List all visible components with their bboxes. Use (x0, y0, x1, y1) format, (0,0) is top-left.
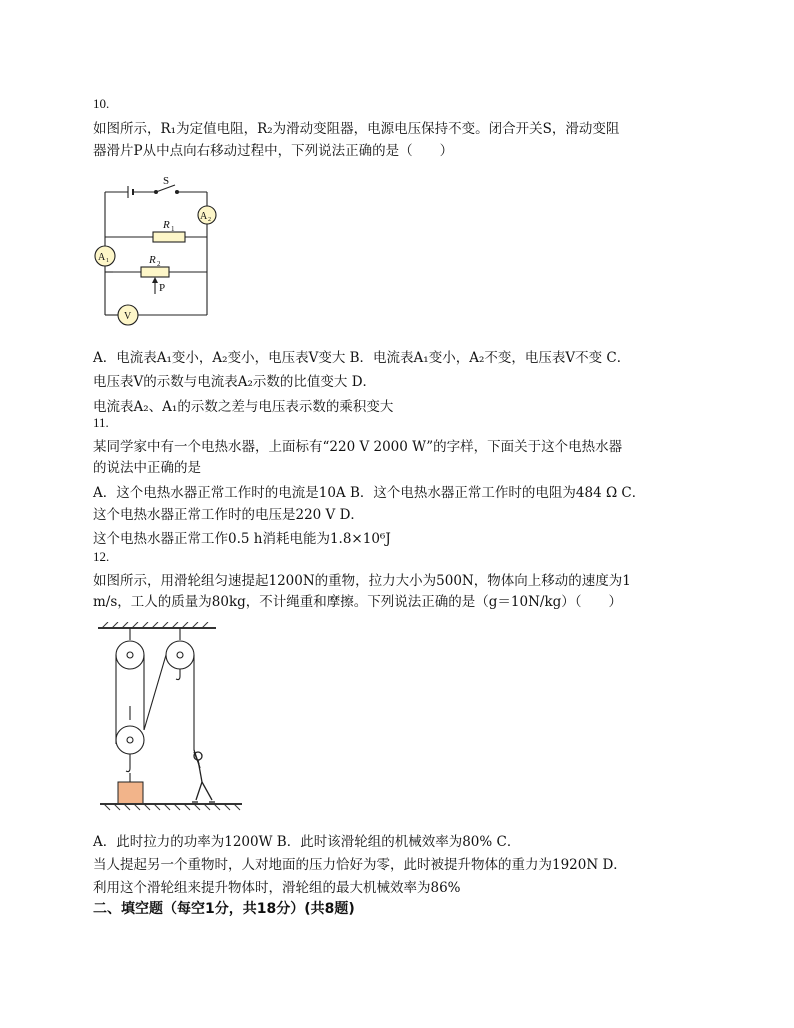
label-r1: R (163, 219, 170, 231)
q11-number: 11. (93, 415, 109, 430)
q10-options-line1: A．电流表A₁变小，A₂变小，电压表V变大 B．电流表A₁变小，A₂不变，电压表V不变 C． (93, 350, 631, 366)
q11-stem-line2: 的说法中正确的是 (93, 460, 201, 476)
q10-options-line3: 电流表A₂、A₁的示数之差与电压表示数的乘积变大 (93, 399, 394, 415)
worker-figure (192, 750, 215, 802)
q10-options-line2: 电压表V的示数与电流表A₂示数的比值变大 D． (93, 374, 377, 390)
fixed-pulley-left (116, 641, 144, 669)
label-a1: A (98, 252, 106, 263)
label-a2: A (200, 211, 208, 222)
q12-pulley-diagram (96, 622, 246, 814)
q10-stem-line2: 器滑片P从中点向右移动过程中，下列说法正确的是（ ） (93, 143, 454, 159)
q11-options-line2: 这个电热水器正常工作时的电压是220 V D． (93, 507, 364, 523)
label-a1-sub: 1 (106, 258, 109, 264)
movable-pulley (116, 726, 144, 754)
r1-resistor (153, 232, 185, 242)
r2-rheostat (141, 267, 169, 277)
weight-box (118, 782, 143, 804)
label-r2: R (149, 254, 156, 266)
q10-stem-line1: 如图所示，R₁为定值电阻，R₂为滑动变阻器，电源电压保持不变。闭合开关S，滑动变阻 (93, 121, 620, 137)
q10-number: 10. (93, 96, 110, 111)
label-s: S (163, 175, 170, 187)
label-p: P (159, 282, 166, 294)
label-r1-sub: 1 (171, 225, 175, 233)
q11-options-line1: A．这个电热水器正常工作时的电流是10A B．这个电热水器正常工作时的电阻为484 Ω C． (93, 485, 646, 501)
label-a2-sub: 2 (208, 217, 211, 223)
q10-circuit-diagram (93, 172, 223, 330)
q12-stem-line1: 如图所示，用滑轮组匀速提起1200N的重物，拉力大小为500N，物体向上移动的速度为1 (93, 573, 631, 589)
q11-options-line3: 这个电热水器正常工作0.5 h消耗电能为1.8×10⁶J (93, 531, 391, 547)
q12-number: 12. (93, 549, 110, 564)
section-heading-fill-in: 二、填空题（每空1分，共18分）(共8题) (93, 901, 355, 917)
q12-stem-line2: m/s，工人的质量为80kg，不计绳重和摩擦。下列说法正确的是（g＝10N/kg）（ ） (93, 594, 623, 610)
q12-options-line1: A．此时拉力的功率为1200W B．此时该滑轮组的机械效率为80% C． (93, 834, 521, 850)
label-v: V (124, 311, 132, 322)
q12-options-line2: 当人提起另一个重物时，人对地面的压力恰好为零，此时被提升物体的重力为1920N D． (93, 857, 627, 873)
fixed-pulley-right (166, 641, 194, 669)
q12-options-line3: 利用这个滑轮组来提升物体时，滑轮组的最大机械效率为86% (93, 880, 461, 896)
q11-stem-line1: 某同学家中有一个电热水器，上面标有“220 V 2000 W”的字样，下面关于这个电热水器 (93, 439, 623, 455)
label-r2-sub: 2 (157, 260, 161, 268)
